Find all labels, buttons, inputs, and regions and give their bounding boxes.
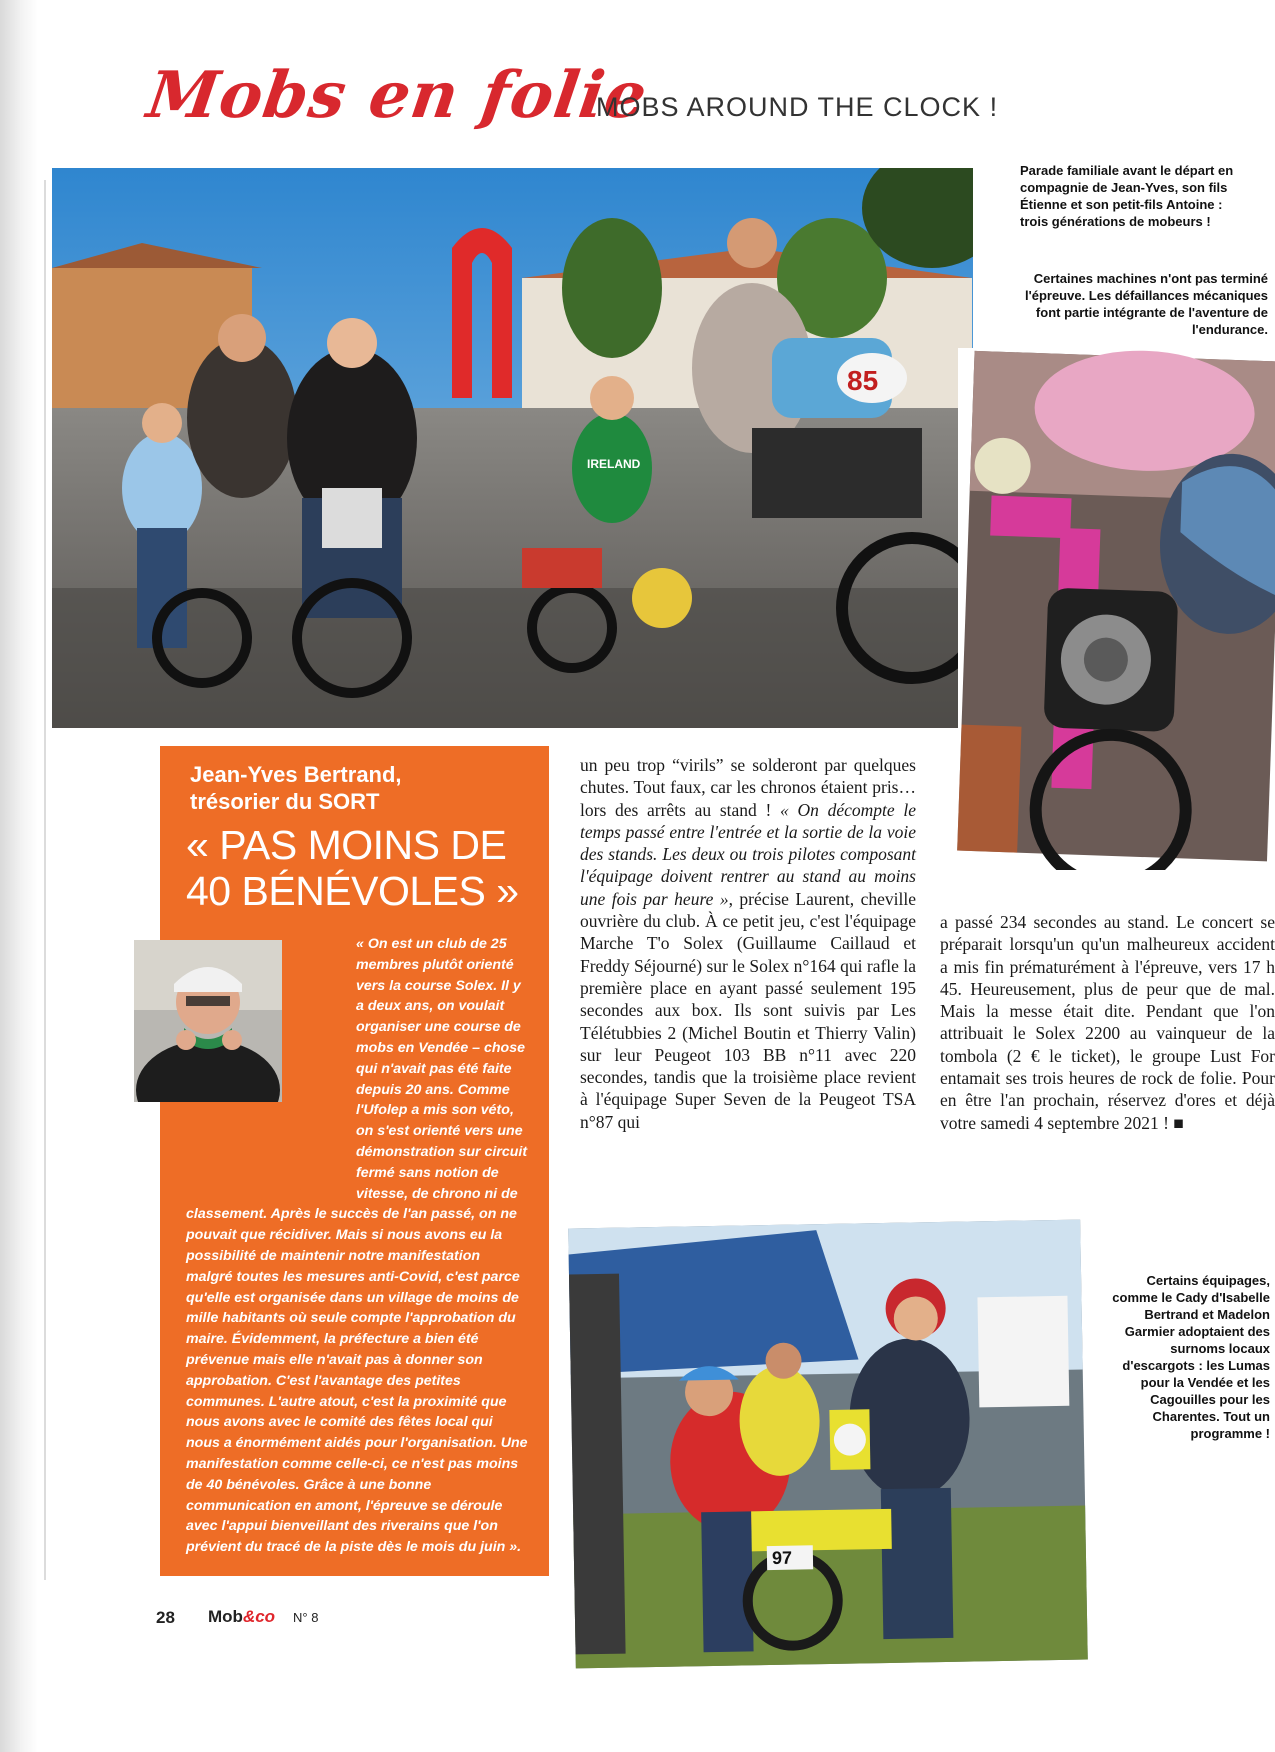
photo-family-parade: [52, 168, 973, 728]
portrait-spacer: [186, 934, 342, 1192]
caption-cady-team: Certains équipages, comme le Cady d'Isabelle Bertrand et Madelon Garmier adoptaient des surnoms locaux d'escargots : les Lumas pour la Vendée et les Cagouilles pour les Charentes. Tout un programme !: [1112, 1273, 1270, 1441]
caption-breakdown: Certaines machines n'ont pas terminé l'épreuve. Les défaillances mécaniques font partie intégrante de l'aventure de l'endurance.: [1025, 271, 1268, 337]
magazine-brand: [208, 1607, 275, 1627]
article-col2-intro: un peu trop “virils” se solderont par quelques chutes. Tout faux, car les chronos étaient pris… lors des arrêts au stand !: [580, 755, 916, 820]
bike-number-97: 97: [771, 1547, 793, 1568]
shirt-text: IRELAND: [587, 457, 641, 471]
sidebar-body: « On est un club de 25 membres plutôt orienté vers la course Solex. Il y a deux ans, on voulait organiser une course de mobs en Vendée – chose qui n'avait pas été faite depuis 20 ans. Comme l'Ufolep a mis son véto, on s'est orienté vers une démonstration sur circuit fermé sans notion de vitesse, de chrono ni de classement. Après le succès de l'an passé, on ne pouvait que récidiver. Mais si nous avons eu la possibilité de maintenir notre manifestation malgré toutes les mesures anti-Covid, c'est parce qu'elle est organisée dans un village de moins de mille habitants où seule compte l'approbation du maire. Évidemment, la préfecture a bien été prévenue mais elle n'avait pas à donner son approbation. C'est l'avantage des petites communes. L'autre atout, c'est la proximité que nous avons avec le comité des fêtes local qui nous a énormément aidés pour l'organisation. Une manifestation comme celle-ci, ce n'est pas moins de 40 bénévoles. Grâce à une bonne communication en amont, l'épreuve se déroule avec l'appui bienveillant des riverains que l'on prévient du tracé de la piste dès le mois du juin ».: [186, 936, 528, 1556]
photo-cady-team: [560, 1210, 1097, 1680]
photo-repair-pink-moped: [938, 330, 1275, 870]
bike-number-85: 85: [847, 365, 879, 396]
article-col2-body: , précise Laurent, cheville ouvrière du club. À ce petit jeu, c'est l'équipage Marche T'o Solex (Guillaume Caillaud et Freddy Séjourné) sur le Solex n°164 qui rafle la première place en ayant passé seulement 195 secondes aux box. Ils sont suivis par Les Télétubbies 2 (Michel Boutin et Thierry Valin) sur leur Peugeot 103 BB n°11 avec 220 secondes, tandis que la troisième place revient à l'équipage Super Seven de la Peugeot TSA n°87 qui: [580, 888, 917, 1132]
sidebar-headline-quote: [186, 822, 546, 914]
page-binding-edge: [0, 0, 38, 1752]
article-column-3: [940, 911, 1275, 1134]
article-column-2: [580, 754, 916, 1133]
end-of-article-mark: ■: [1173, 1112, 1184, 1133]
sidebar-quote-line1: « PAS MOINS DE: [186, 822, 507, 868]
sidebar-quote-line2: 40 BÉNÉVOLES »: [186, 868, 519, 914]
article-col2-quote: « On décompte le temps passé entre l'entrée et la sortie de la voie des stands. Les deux ou trois pilotes composant l'équipage doivent rentrer au stand au moins une fois par heure »: [580, 799, 916, 909]
sidebar-title-role: trésorier du SORT: [190, 789, 380, 814]
brand-mob: Mob: [208, 1607, 243, 1626]
issue-number: N° 8: [293, 1610, 319, 1625]
page-gutter-line: [44, 180, 46, 1580]
sidebar-title-name: Jean-Yves Bertrand,: [190, 762, 402, 787]
sidebar-interview-text: [186, 934, 530, 1558]
brand-co: &co: [242, 1607, 276, 1626]
page-title-script: Mobs en folie: [142, 58, 652, 133]
caption-family-parade: Parade familiale avant le départ en compagnie de Jean-Yves, son fils Étienne et son petit-fils Antoine : trois générations de mobeurs !: [1020, 163, 1234, 229]
sidebar-title: [190, 761, 530, 815]
article-col3-body: a passé 234 secondes au stand. Le concert se préparait lorsqu'un qu'un malheureux accident a mis fin prématurément à l'épreuve, vers 17 h 45. Heureusement, plus de peur que de mal. Mais la messe était dite. Pendant que l'on attribuait le Solex 2200 au vainqueur de la tombola (2 € le ticket), le groupe Lust For entamait ses trois heures de rock de folie. Pour en être l'an prochain, réservez d'ores et déjà votre samedi 4 septembre 2021 !: [940, 912, 1275, 1133]
page-number: 28: [156, 1608, 175, 1627]
page-subtitle: MOBS AROUND THE CLOCK !: [596, 92, 999, 122]
